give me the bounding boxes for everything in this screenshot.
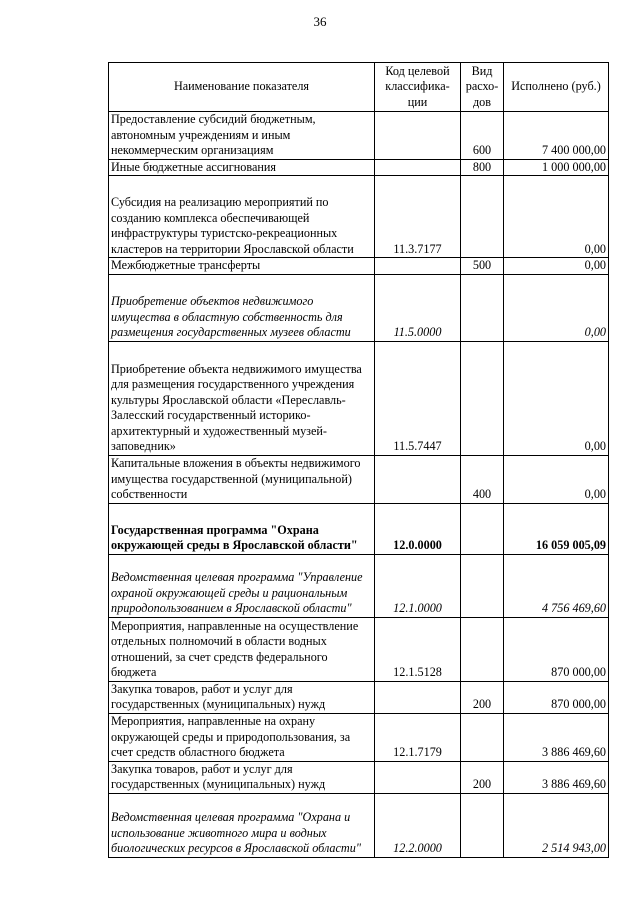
- header-name: Наименование показателя: [109, 63, 375, 112]
- row-code: 12.1.5128: [375, 617, 461, 681]
- row-name: Субсидия на реализацию мероприятий по созданию комплекса обеспечивающей инфраструктуры туристско-рекреационных кластеров на территории Ярославской области: [109, 176, 375, 258]
- header-vid: Вид расхо-дов: [461, 63, 504, 112]
- table-row: [109, 274, 609, 341]
- row-code: 12.1.7179: [375, 713, 461, 761]
- table-row: [109, 258, 609, 275]
- row-code: 12.2.0000: [375, 793, 461, 857]
- row-amount: 16 059 005,09: [504, 503, 609, 554]
- row-vid: 200: [461, 761, 504, 793]
- row-amount: 7 400 000,00: [504, 112, 609, 160]
- row-amount: 0,00: [504, 274, 609, 341]
- row-vid: [461, 793, 504, 857]
- row-code: [375, 761, 461, 793]
- row-name: Мероприятия, направленные на охрану окружающей среды и природопользования, за счет средств областного бюджета: [109, 713, 375, 761]
- table-row: [109, 455, 609, 503]
- row-name: Мероприятия, направленные на осуществление отдельных полномочий в области водных отношений, за счет средств федерального бюджета: [109, 617, 375, 681]
- row-code: [375, 258, 461, 275]
- row-vid: [461, 176, 504, 258]
- row-name: Предоставление субсидий бюджетным, автономным учреждениям и иным некоммерческим организациям: [109, 112, 375, 160]
- row-amount: 0,00: [504, 341, 609, 455]
- header-executed: Исполнено (руб.): [504, 63, 609, 112]
- row-vid: 800: [461, 159, 504, 176]
- row-name: Приобретение объектов недвижимого имущества в областную собственность для размещения государственных музеев области: [109, 274, 375, 341]
- row-code: 12.1.0000: [375, 554, 461, 617]
- row-vid: 200: [461, 681, 504, 713]
- row-vid: 600: [461, 112, 504, 160]
- row-vid: [461, 617, 504, 681]
- row-code: [375, 455, 461, 503]
- row-name: Закупка товаров, работ и услуг для государственных (муниципальных) нужд: [109, 761, 375, 793]
- row-amount: 3 886 469,60: [504, 761, 609, 793]
- row-code: 11.5.0000: [375, 274, 461, 341]
- row-amount: 0,00: [504, 455, 609, 503]
- row-name: Ведомственная целевая программа "Охрана и использование животного мира и водных биологических ресурсов в Ярославской области": [109, 793, 375, 857]
- table-row: [109, 713, 609, 761]
- row-amount: 2 514 943,00: [504, 793, 609, 857]
- row-name: Приобретение объекта недвижимого имущества для размещения государственного учреждения культуры Ярославской области «Переславль-Залесский государственный историко-архитектурный и художественный музей-заповедник»: [109, 341, 375, 455]
- row-code: 12.0.0000: [375, 503, 461, 554]
- row-amount: 1 000 000,00: [504, 159, 609, 176]
- row-vid: 400: [461, 455, 504, 503]
- row-name: Капитальные вложения в объекты недвижимого имущества государственной (муниципальной) собственности: [109, 455, 375, 503]
- row-amount: 4 756 469,60: [504, 554, 609, 617]
- row-vid: [461, 274, 504, 341]
- row-name: Закупка товаров, работ и услуг для государственных (муниципальных) нужд: [109, 681, 375, 713]
- table-row: [109, 761, 609, 793]
- table-row: [109, 793, 609, 857]
- row-amount: 3 886 469,60: [504, 713, 609, 761]
- row-amount: 0,00: [504, 176, 609, 258]
- table-row: [109, 159, 609, 176]
- row-vid: [461, 503, 504, 554]
- row-code: 11.3.7177: [375, 176, 461, 258]
- row-vid: 500: [461, 258, 504, 275]
- table-row: [109, 617, 609, 681]
- header-code: Код целевой классифика-ции: [375, 63, 461, 112]
- row-name: Иные бюджетные ассигнования: [109, 159, 375, 176]
- table-row: [109, 112, 609, 160]
- row-vid: [461, 341, 504, 455]
- table-row: [109, 176, 609, 258]
- row-code: [375, 112, 461, 160]
- row-code: [375, 681, 461, 713]
- row-vid: [461, 713, 504, 761]
- row-code: 11.5.7447: [375, 341, 461, 455]
- row-amount: 870 000,00: [504, 617, 609, 681]
- row-name: Государственная программа "Охрана окружающей среды в Ярославской области": [109, 503, 375, 554]
- table-row: [109, 503, 609, 554]
- table-row: [109, 554, 609, 617]
- row-vid: [461, 554, 504, 617]
- table-row: [109, 341, 609, 455]
- row-name: Межбюджетные трансферты: [109, 258, 375, 275]
- row-code: [375, 159, 461, 176]
- table-row: [109, 681, 609, 713]
- page-number: 36: [313, 14, 327, 29]
- row-amount: 870 000,00: [504, 681, 609, 713]
- budget-table: [108, 62, 609, 858]
- row-name: Ведомственная целевая программа "Управление охраной окружающей среды и рациональным природопользованием в Ярославской области": [109, 554, 375, 617]
- row-amount: 0,00: [504, 258, 609, 275]
